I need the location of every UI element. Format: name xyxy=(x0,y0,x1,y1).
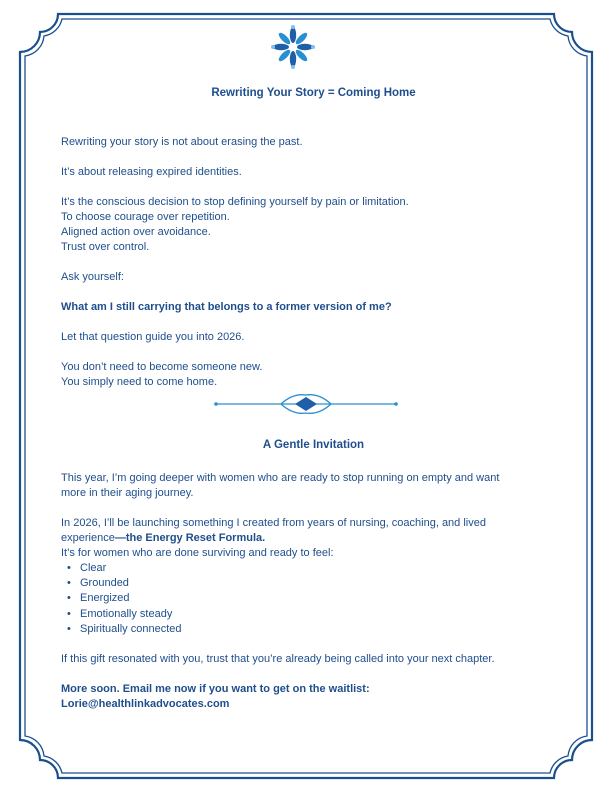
list-item: • Spiritually connected xyxy=(80,622,182,637)
list-item: • Emotionally steady xyxy=(80,607,182,622)
feelings-list xyxy=(61,561,182,637)
paragraph: Ask yourself: xyxy=(61,271,124,283)
paragraph: In 2026, I’ll be launching something I created from years of nursing, coaching, and lived xyxy=(61,517,486,529)
paragraph: You simply need to come home. xyxy=(61,376,218,388)
paragraph: Let that question guide you into 2026. xyxy=(61,331,245,343)
section-title-rewriting: Rewriting Your Story = Coming Home xyxy=(211,87,416,99)
paragraph: more in their aging journey. xyxy=(61,487,194,499)
paragraph: It’s about releasing expired identities. xyxy=(61,166,242,178)
paragraph: It’s the conscious decision to stop defining yourself by pain or limitation. xyxy=(61,196,409,208)
email-link[interactable]: Lorie@healthlinkadvocates.com xyxy=(61,698,230,710)
paragraph xyxy=(61,531,566,546)
flower-logo-icon xyxy=(270,24,316,70)
list-item: • Energized xyxy=(80,591,182,606)
paragraph: To choose courage over repetition. xyxy=(61,211,230,223)
text-run: experience xyxy=(61,532,115,544)
cta-text: More soon. Email me now if you want to get on the waitlist: xyxy=(61,683,370,695)
paragraph: Trust over control. xyxy=(61,241,150,253)
reflection-question: What am I still carrying that belongs to a former version of me? xyxy=(61,301,392,313)
list-item: • Grounded xyxy=(80,576,182,591)
paragraph: Aligned action over avoidance. xyxy=(61,226,211,238)
paragraph: If this gift resonated with you, trust that you’re already being called into your next chapter. xyxy=(61,653,495,665)
section-title-invitation: A Gentle Invitation xyxy=(262,439,365,451)
paragraph: It’s for women who are done surviving and ready to feel: xyxy=(61,547,334,559)
paragraph: Rewriting your story is not about erasing the past. xyxy=(61,136,303,148)
paragraph: You don’t need to become someone new. xyxy=(61,361,263,373)
ornamental-divider-icon xyxy=(213,393,399,415)
program-name: —the Energy Reset Formula. xyxy=(114,532,266,544)
paragraph: This year, I’m going deeper with women who are ready to stop running on empty and want xyxy=(61,472,500,484)
list-item: • Clear xyxy=(80,561,182,576)
